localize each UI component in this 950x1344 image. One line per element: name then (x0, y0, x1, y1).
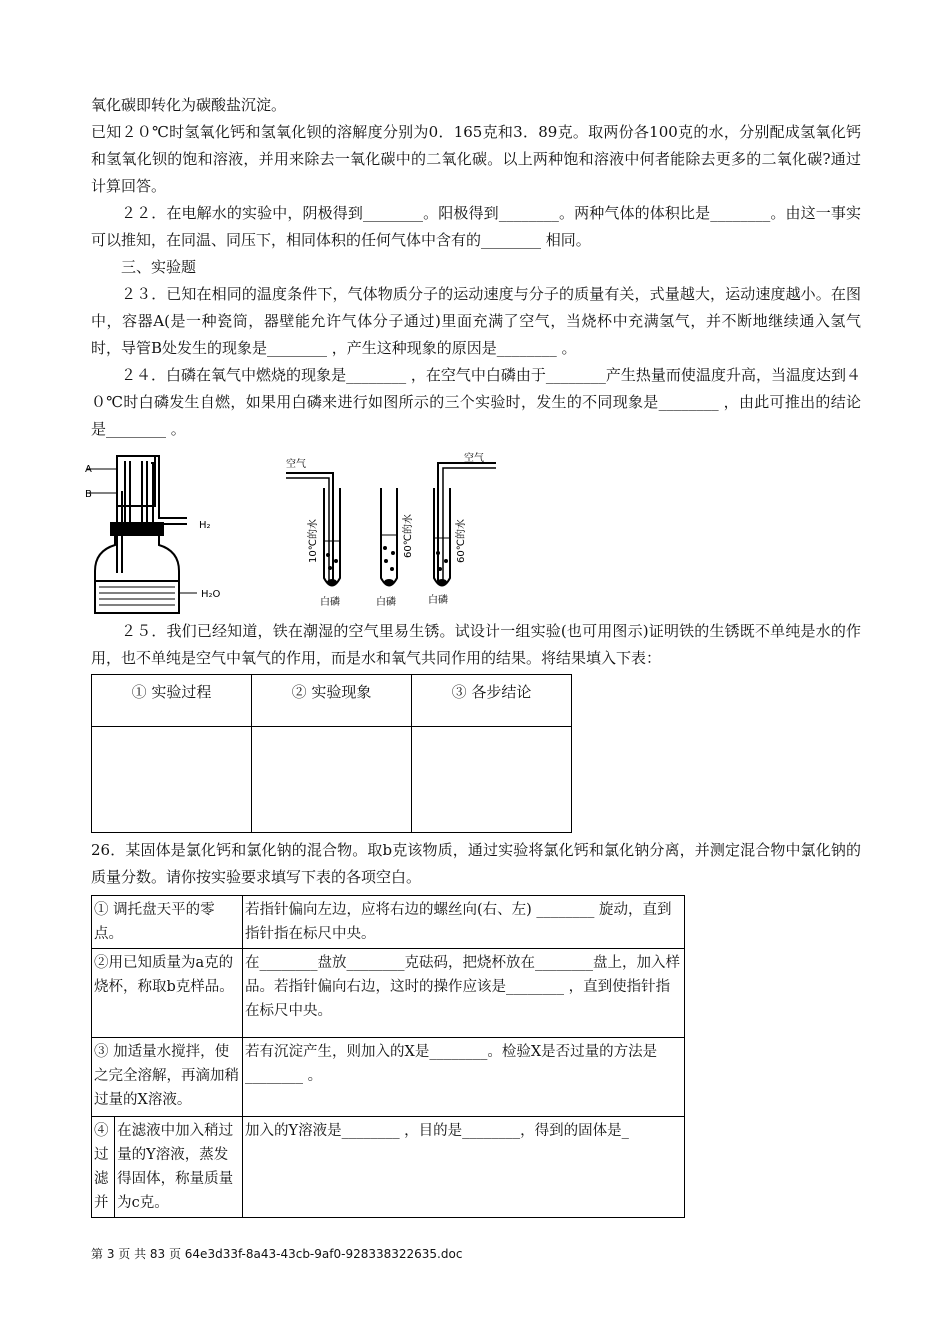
paragraph-q26: 26．某固体是氯化钙和氯化钠的混合物。取b克该物质，通过实验将氯化钙和氯化钠分离，并测定混合物中氯化钠的质量分数。请你按实验要求填写下表的各项空白。 (91, 841, 861, 886)
label-phosphorus-2: 白磷 (376, 597, 396, 608)
label-phosphorus-1: 白磷 (320, 597, 340, 608)
step-2: ②用已知质量为a克的烧杯，称取b克样品。 (92, 949, 243, 1038)
header-conclusion: ③ 各步结论 (412, 675, 572, 727)
paragraph-q23: ２３．已知在相同的温度条件下，气体物质分子的运动速度与分子的质量有关，式量越大，运动速度越小。在图中，容器A(是一种瓷筒，器壁能允许气体分子通过)里面充满了空气，当烧杯中充满氢气，并不断地继续通入氢气时，导管B处发生的现象是________ ，产生这种现象的原因是________ 。 (91, 285, 861, 357)
paragraph-q22: ２２．在电解水的实验中，阴极得到________。阳极得到________。两种气体的体积比是________。由这一事实可以推知，在同温、同压下，相同体积的任何气体中含有的________ 相同。 (91, 204, 861, 249)
step-4-content: 加入的Y溶液是________ ，目的是________，得到的固体是_ (243, 1117, 685, 1218)
apparatus-figure (87, 453, 237, 618)
document-body (85, 92, 861, 1218)
paragraph-q21: 已知２０℃时氢氧化钙和氢氧化钡的溶解度分别为0．165克和3．89克。取两份各100克的水，分别配成氢氧化钙和氢氧化钡的饱和溶液，并用来除去一氧化碳中的二氧化碳。以上两种饱和溶液中何者能除去更多的二氧化碳?通过计算回答。 (91, 123, 861, 195)
step-1-content: 若指针偏向左边，应将右边的螺丝向(右、左) ________ 旋动，直到指针指在标尺中央。 (243, 896, 685, 949)
label-h2: H₂ (199, 520, 211, 531)
label-air-1: 空气 (286, 459, 306, 470)
label-water-10c: 10℃的水 (308, 519, 319, 563)
label-air-2: 空气 (464, 453, 484, 464)
step-3-content: 若有沉淀产生，则加入的X是________。检验X是否过量的方法是________ 。 (243, 1038, 685, 1117)
label-phosphorus-3: 白磷 (428, 595, 448, 606)
paragraph-intro: 氧化碳即转化为碳酸盐沉淀。 (91, 96, 287, 114)
label-h2o: H₂O (201, 589, 221, 600)
cell-blank (92, 727, 252, 833)
page-footer: 第 3 页 共 83 页 64e3d33f-8a43-43cb-9af0-928338322635.doc (91, 1247, 463, 1261)
header-process: ① 实验过程 (92, 675, 252, 727)
section-heading: 三、实验题 (121, 258, 197, 276)
header-phenomenon: ② 实验现象 (252, 675, 412, 727)
step-3: ③ 加适量水搅拌，使之完全溶解，再滴加稍过量的X溶液。 (92, 1038, 243, 1117)
phosphorus-tubes-figure (286, 453, 516, 618)
paragraph-q25: ２５．我们已经知道，铁在潮湿的空气里易生锈。试设计一组实验(也可用图示)证明铁的生锈既不单纯是水的作用，也不单纯是空气中氧气的作用，而是水和氧气共同作用的结果。将结果填入下表： (91, 622, 861, 667)
experiment-figures (85, 453, 861, 618)
paragraph-q24: ２４．白磷在氧气中燃烧的现象是________ ，在空气中白磷由于________产生热量而使温度升高，当温度达到４０℃时白磷发生自燃，如果用白磷来进行如图所示的三个实验时，发生的不同现象是________ ，由此可推出的结论是________ 。 (91, 366, 861, 438)
label-water-60c-1: 60℃的水 (403, 514, 414, 558)
step-2-content: 在________盘放________克砝码，把烧杯放在________盘上，加入样品。若指针偏向右边，这时的操作应该是________ ，直到使指针指在标尺中央。 (243, 949, 685, 1038)
label-a: A (85, 464, 92, 475)
step-1: ① 调托盘天平的零点。 (92, 896, 243, 949)
cell-blank (252, 727, 412, 833)
separation-table (91, 895, 685, 1218)
step-4: 在滤液中加入稍过量的Y溶液，蒸发得固体，称量质量为c克。 (115, 1117, 243, 1218)
label-b: B (85, 489, 92, 500)
step-4-label: ④过滤并 (92, 1117, 115, 1218)
rust-experiment-table (91, 674, 572, 833)
cell-blank (412, 727, 572, 833)
label-water-60c-2: 60℃的水 (456, 519, 467, 563)
